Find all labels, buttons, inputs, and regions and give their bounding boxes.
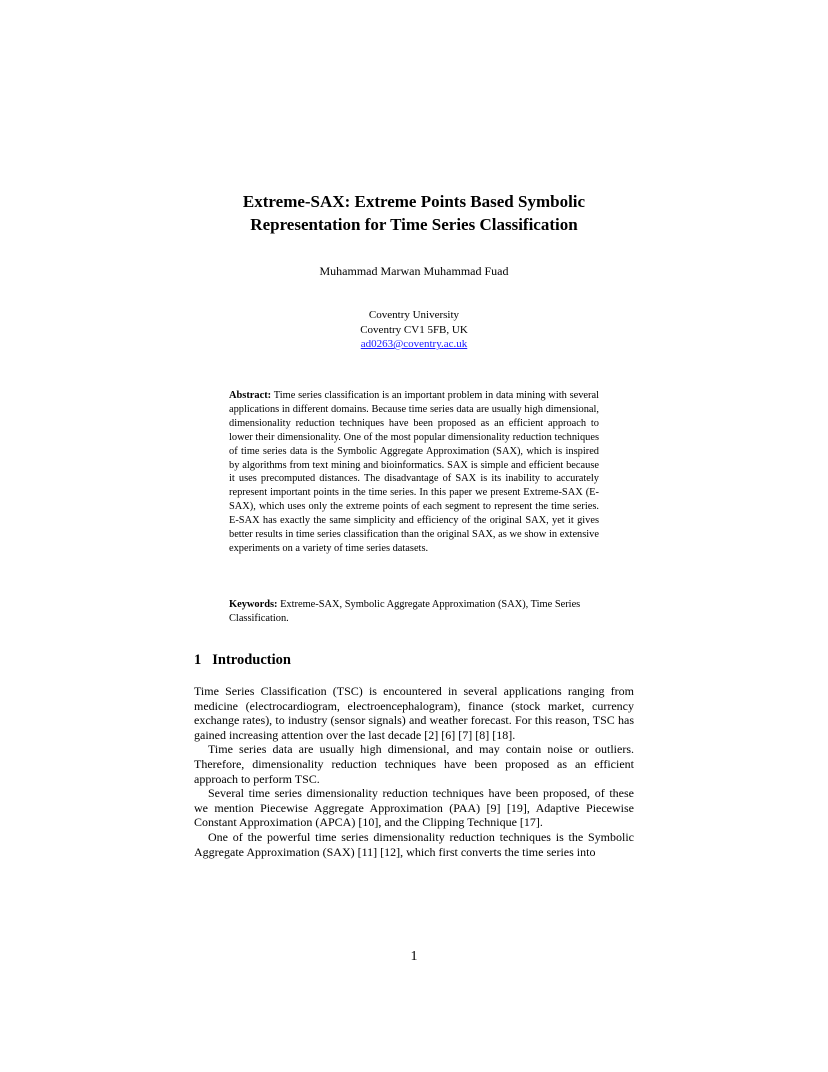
page-number: 1 <box>410 949 418 964</box>
author-email-link[interactable]: ad0263@coventry.ac.uk <box>360 338 468 350</box>
paragraph: Time series data are usually high dimensional, and may contain noise or outliers. Therefore, dimensionality reduction techniques have been proposed as an efficient approach to perform TSC. <box>194 742 634 786</box>
abstract-block <box>229 389 599 556</box>
abstract-text: Time series classification is an important problem in data mining with several applications in different domains. Because time series data are usually high dimensional, dimensionality reduction techniques have been proposed as an efficient approach to lower their dimensionality. One of the most popular dimensionality reduction techniques of time series data is the Symbolic Aggregate Approximation (SAX), which is inspired by algorithms from text mining and bioinformatics. SAX is simple and efficient because it uses precomputed distances. The disadvantage of SAX is its inability to accurately represent important points in the time series. In this paper we present Extreme-SAX (E-SAX), which uses only the extreme points of each segment to represent the time series. E-SAX has exactly the same simplicity and efficiency of the original SAX, yet it gives better results in time series classification than the original SAX, as we show in extensive experiments on a variety of time series datasets. <box>229 390 599 554</box>
affiliation-block <box>150 308 678 352</box>
keywords-text: Extreme-SAX, Symbolic Aggregate Approximation (SAX), Time Series Classification. <box>229 599 581 624</box>
author-name: Muhammad Marwan Muhammad Fuad <box>319 264 509 278</box>
paper-title <box>150 190 678 236</box>
affiliation-address: Coventry CV1 5FB, UK <box>360 323 468 336</box>
section-number: 1 <box>194 652 202 668</box>
paragraph: Several time series dimensionality reduction techniques have been proposed, of these we mention Piecewise Aggregate Approximation (PAA) [9] [19], Adaptive Piecewise Constant Approximation (APCA) [10], and the Clipping Technique [17]. <box>194 786 634 830</box>
paragraph: One of the powerful time series dimensionality reduction techniques is the Symbolic Aggregate Approximation (SAX) [11] [12], which first converts the time series into <box>194 829 634 859</box>
title-line-2: Representation for Time Series Classification <box>250 215 578 234</box>
paragraph: Time Series Classification (TSC) is encountered in several applications ranging from medicine (electrocardiogram, electroencephalogram), finance (stock market, currency exchange rates), to industry (sensor signals) and weather forecast. For this reason, TSC has gained increasing attention over the last decade [2] [6] [7] [8] [18]. <box>194 684 634 742</box>
section-body <box>194 684 634 859</box>
abstract-label: Abstract: <box>229 390 272 401</box>
keywords-label: Keywords: <box>229 599 278 610</box>
title-line-1: Extreme-SAX: Extreme Points Based Symbolic <box>242 192 586 211</box>
keywords-block <box>229 598 599 626</box>
section-heading <box>194 650 291 670</box>
section-title: Introduction <box>212 652 291 668</box>
affiliation-institution: Coventry University <box>368 309 460 321</box>
